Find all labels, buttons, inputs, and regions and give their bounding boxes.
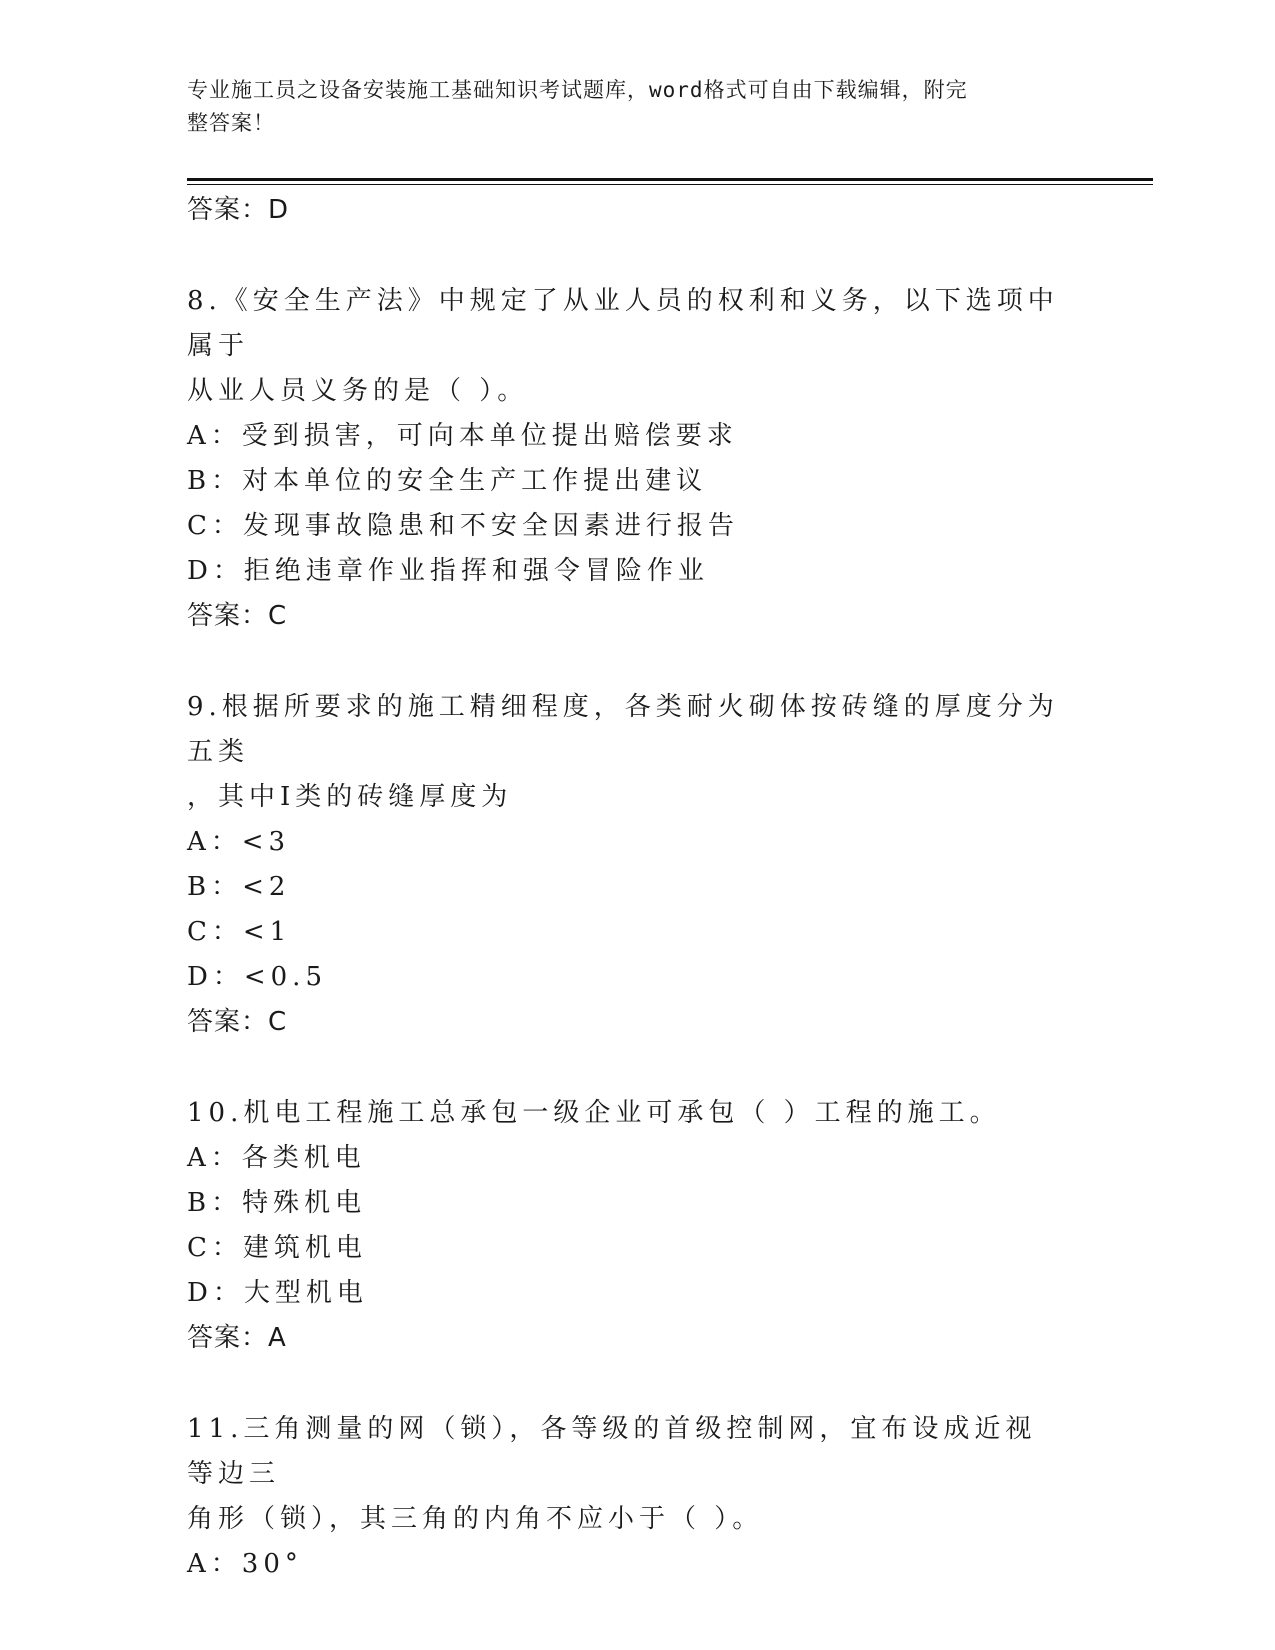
question-line: 角形（锁），其三角的内角不应小于（ ）。	[187, 1504, 764, 1534]
answer: 答案：C	[187, 601, 288, 631]
option-b: B：特殊机电	[187, 1188, 367, 1218]
question-line: ，其中Ⅰ类的砖缝厚度为	[187, 782, 513, 812]
spacer	[187, 639, 1087, 685]
spacer	[187, 1045, 1087, 1091]
question-10	[187, 1091, 1087, 1361]
question-text	[187, 1091, 1067, 1136]
question-text	[187, 685, 1067, 820]
option-b: B：<2	[187, 872, 291, 902]
option-a: A：各类机电	[187, 1143, 366, 1173]
option-a: A：30°	[187, 1549, 303, 1579]
question-8	[187, 279, 1087, 639]
question-line: 9.根据所要求的施工精细程度，各类耐火砌体按砖缝的厚度分为五类	[187, 692, 1059, 767]
question-text	[187, 1407, 1067, 1542]
option-a: A：<3	[187, 827, 291, 857]
question-11	[187, 1407, 1087, 1587]
option-d: D：大型机电	[187, 1278, 368, 1308]
option-a: A：受到损害，可向本单位提出赔偿要求	[187, 421, 738, 451]
option-d: D：拒绝违章作业指挥和强令冒险作业	[187, 556, 709, 586]
question-line: 从业人员义务的是（ ）。	[187, 376, 529, 406]
question-9	[187, 685, 1087, 1045]
question-line: 10.机电工程施工总承包一级企业可承包（ ）工程的施工。	[187, 1098, 1001, 1128]
spacer	[187, 1361, 1087, 1407]
header-line-2: 整答案！	[187, 111, 275, 135]
answer: 答案：C	[187, 1007, 288, 1037]
option-c: C：发现事故隐患和不安全因素进行报告	[187, 511, 739, 541]
question-text	[187, 279, 1067, 414]
option-b: B：对本单位的安全生产工作提出建议	[187, 466, 708, 496]
page-header	[187, 74, 1067, 140]
header-rule-thick	[187, 178, 1153, 181]
question-line: 11.三角测量的网（锁），各等级的首级控制网，宜布设成近视等边三	[187, 1414, 1037, 1489]
question-list	[187, 188, 1087, 1587]
header-line-1: 专业施工员之设备安装施工基础知识考试题库，word格式可自由下载编辑，附完	[187, 78, 968, 102]
question-line: 8.《安全生产法》中规定了从业人员的权利和义务，以下选项中属于	[187, 286, 1059, 361]
header-rule-thin	[187, 184, 1153, 185]
option-c: C：<1	[187, 917, 292, 947]
spacer	[187, 233, 1087, 279]
previous-answer: 答案：D	[187, 195, 290, 225]
answer: 答案：A	[187, 1323, 287, 1353]
option-d: D：<0.5	[187, 962, 327, 992]
option-c: C：建筑机电	[187, 1233, 367, 1263]
